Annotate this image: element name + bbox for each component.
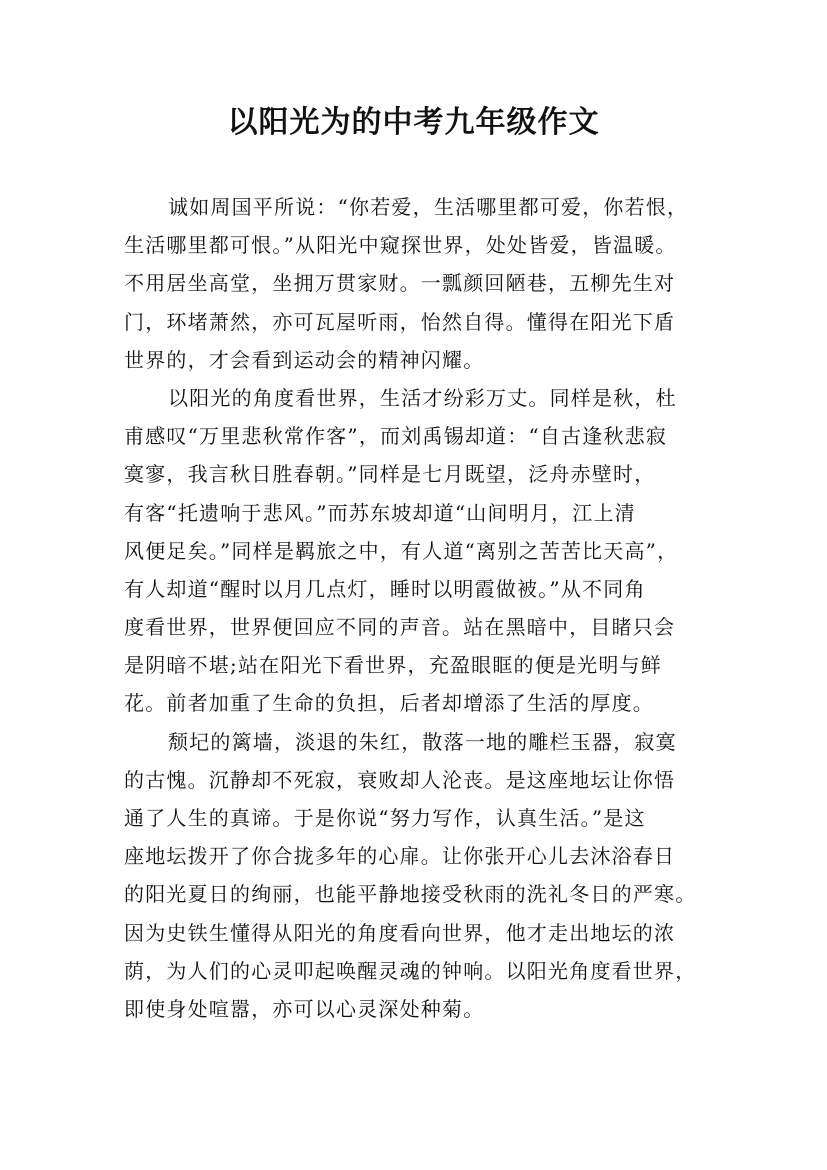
paragraph-3-line-1: 颓圮的篱墙，淡退的朱红，散落一地的雕栏玉器，寂寞: [168, 729, 677, 754]
paragraph-3-line-2: 的古愧。沉静却不死寂，衰败却人沦丧。是这座地坛让你悟: [124, 767, 676, 792]
paragraph-1-line-3: 不用居坐高堂，坐拥万贯家财。一瓢颜回陋巷，五柳先生对: [124, 271, 676, 296]
paragraph-3-line-8: 即使身处喧嚣，亦可以心灵深处种菊。: [124, 996, 485, 1021]
paragraph-2-line-4: 有客“托遗响于悲风。”而苏东坡却道“山间明月，江上清: [124, 500, 636, 525]
paragraph-2-line-9: 花。前者加重了生命的负担，后者却增添了生活的厚度。: [124, 691, 654, 716]
paragraph-1-line-1: 诚如周国平所说：“你若爱，生活哪里都可爱，你若恨，: [168, 195, 689, 219]
paragraph-2-line-5: 风便足矣。”同样是羁旅之中，有人道“离别之苦苦比天高”，: [124, 538, 679, 563]
paragraph-3-line-5: 的阳光夏日的绚丽，也能平静地接受秋雨的洗礼冬日的严寒。: [124, 882, 697, 907]
paragraph-3-line-4: 座地坛拨开了你合拢多年的心扉。让你张开心儿去沐浴春日: [124, 844, 676, 869]
paragraph-1-line-4: 门，环堵萧然，亦可瓦屋听雨，怡然自得。懂得在阳光下盾: [124, 309, 676, 334]
paragraph-1-line-2: 生活哪里都可恨。”从阳光中窥探世界，处处皆爱，皆温暖。: [124, 233, 677, 258]
paragraph-2-line-8: 是阴暗不堪;站在阳光下看世界，充盈眼眶的便是光明与鲜: [124, 653, 662, 678]
article-body: [124, 188, 709, 1028]
paragraph-3-line-7: 荫，为人们的心灵叩起唤醒灵魂的钟响。以阳光角度看世界，: [124, 958, 697, 983]
paragraph-1-line-5: 世界的，才会看到运动会的精神闪耀。: [124, 347, 485, 372]
paragraph-2-line-6: 有人却道“醒时以月几点灯，睡时以明霞做被。”从不同角: [124, 576, 646, 601]
paragraph-3-line-6: 因为史铁生懂得从阳光的角度看向世界，他才走出地坛的浓: [124, 920, 676, 945]
paragraph-2-line-1: 以阳光的角度看世界，生活才纷彩万丈。同样是秋，杜: [168, 385, 677, 410]
paragraph-2-line-3: 寞寥，我言秋日胜春朝。”同样是七月既望，泛舟赤壁时，: [124, 462, 656, 487]
paragraph-2-line-2: 甫感叹“万里悲秋常作客”，而刘禹锡却道：“自古逢秋悲寂: [124, 424, 668, 449]
page-title: 以阳光为的中考九年级作文: [227, 105, 600, 140]
paragraph-3-line-3: 通了人生的真谛。于是你说“努力写作，认真生活。”是这: [124, 806, 646, 830]
paragraph-2-line-7: 度看世界，世界便回应不同的声音。站在黑暗中，目睹只会: [124, 615, 676, 640]
